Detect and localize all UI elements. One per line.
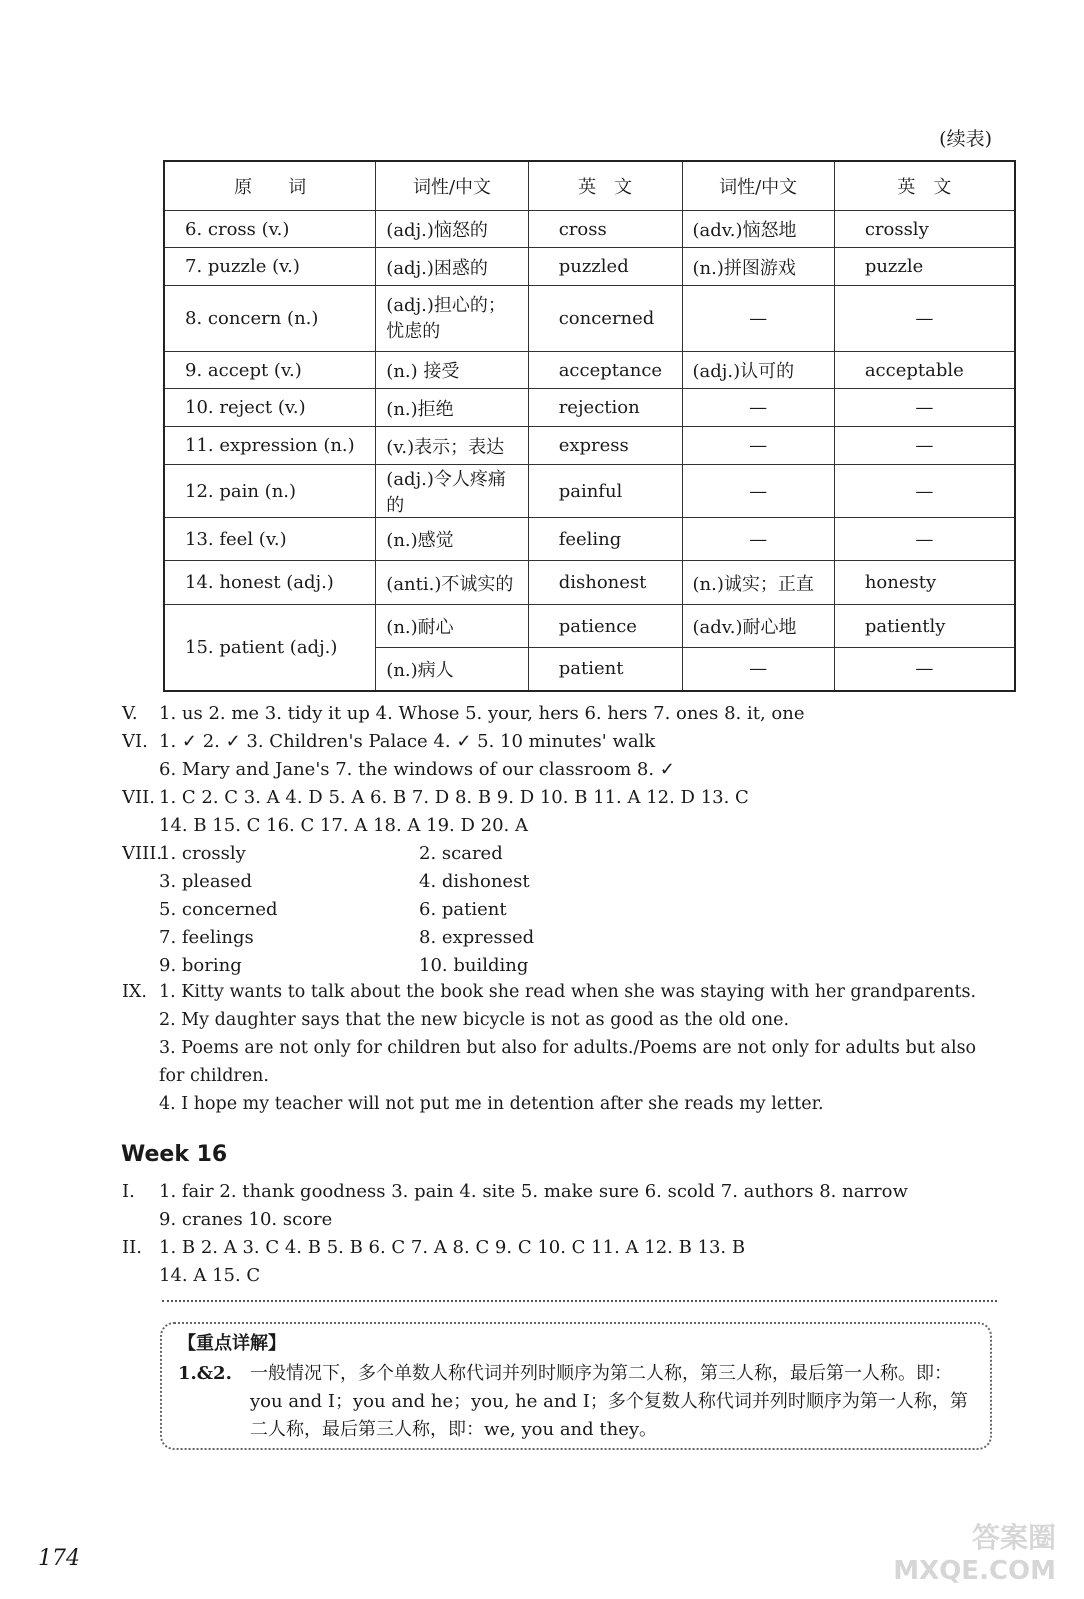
cell-english-1: puzzled xyxy=(528,248,682,286)
cell-english-2: honesty xyxy=(834,561,1015,605)
cell-pos-2: (n.)拼图游戏 xyxy=(682,248,834,286)
answer-item: 4. dishonest xyxy=(419,871,530,892)
cell-pos-1: (n.)感觉 xyxy=(376,518,528,561)
cell-english-2: patiently xyxy=(834,605,1015,648)
cell-pos-1: (n.)病人 xyxy=(376,648,528,691)
cell-original: 15. patient (adj.) xyxy=(164,605,376,691)
section-label: VIII. xyxy=(122,843,163,864)
cell-english-2: — xyxy=(834,389,1015,427)
section-label: II. xyxy=(122,1237,142,1258)
answer-item: 8. expressed xyxy=(419,927,535,948)
cell-pos-2: (n.)诚实；正直 xyxy=(682,561,834,605)
dotted-divider xyxy=(162,1300,997,1302)
cell-english-1: patience xyxy=(528,605,682,648)
cell-pos-1: (adj.)恼怒的 xyxy=(376,211,528,248)
cell-english-2: — xyxy=(834,427,1015,465)
cell-original: 10. reject (v.) xyxy=(164,389,376,427)
cell-english-1: feeling xyxy=(528,518,682,561)
answer-line: 1. ✓ 2. ✓ 3. Children's Palace 4. ✓ 5. 10 minutes' walk xyxy=(159,731,656,752)
answer-item: 2. scared xyxy=(419,843,503,864)
table-row xyxy=(164,286,1015,352)
cell-english-1: express xyxy=(528,427,682,465)
table-row xyxy=(164,427,1015,465)
section-label: VI. xyxy=(122,731,148,752)
table-row xyxy=(164,389,1015,427)
continued-label: (续表) xyxy=(939,128,992,150)
answer-line: 14. A 15. C xyxy=(159,1265,261,1286)
table-row xyxy=(164,518,1015,561)
answer-item: 7. feelings xyxy=(159,927,254,948)
answer-line: 1. Kitty wants to talk about the book she read when she was staying with her grandparents. xyxy=(159,982,977,1002)
cell-original: 6. cross (v.) xyxy=(164,211,376,248)
cell-pos-2: (adj.)认可的 xyxy=(682,352,834,389)
cell-original: 8. concern (n.) xyxy=(164,286,376,352)
cell-pos-1: (v.)表示；表达 xyxy=(376,427,528,465)
answer-item: 9. boring xyxy=(159,955,242,976)
cell-english-2: crossly xyxy=(834,211,1015,248)
cell-pos-1: (n.) 接受 xyxy=(376,352,528,389)
cell-english-2: — xyxy=(834,286,1015,352)
answer-line: 6. Mary and Jane's 7. the windows of our classroom 8. ✓ xyxy=(159,759,675,780)
answer-line: 9. cranes 10. score xyxy=(159,1209,333,1230)
cell-original: 11. expression (n.) xyxy=(164,427,376,465)
answer-line: 1. B 2. A 3. C 4. B 5. B 6. C 7. A 8. C 9. C 10. C 11. A 12. B 13. B xyxy=(159,1237,746,1258)
cell-english-2: — xyxy=(834,518,1015,561)
cell-pos-1: (n.)耐心 xyxy=(376,605,528,648)
cell-english-1: cross xyxy=(528,211,682,248)
cell-pos-1: (adj.)令人疼痛的 xyxy=(376,465,528,518)
svg-text:MXQE.COM: MXQE.COM xyxy=(893,1556,1056,1586)
table-header-row xyxy=(164,161,1015,211)
answer-item: 1. crossly xyxy=(159,843,246,864)
cell-pos-2: — xyxy=(682,389,834,427)
cell-original: 12. pain (n.) xyxy=(164,465,376,518)
answer-line: 1. C 2. C 3. A 4. D 5. A 6. B 7. D 8. B 9. D 10. B 11. A 12. D 13. C xyxy=(159,787,749,808)
vocab-table xyxy=(163,160,1016,692)
cell-pos-1: (adj.)困惑的 xyxy=(376,248,528,286)
table-row xyxy=(164,561,1015,605)
answer-line: 14. B 15. C 16. C 17. A 18. A 19. D 20. A xyxy=(159,815,528,836)
cell-english-1: painful xyxy=(528,465,682,518)
table-row xyxy=(164,248,1015,286)
cell-pos-2: (adv.)恼怒地 xyxy=(682,211,834,248)
key-points-number: 1.&2. xyxy=(178,1363,232,1384)
answer-line: 2. My daughter says that the new bicycle is not as good as the old one. xyxy=(159,1010,790,1030)
answer-line: 1. fair 2. thank goodness 3. pain 4. site 5. make sure 6. scold 7. authors 8. narrow xyxy=(159,1181,908,1202)
cell-english-1: acceptance xyxy=(528,352,682,389)
table-row xyxy=(164,465,1015,518)
answer-item: 3. pleased xyxy=(159,871,252,892)
answer-item: 6. patient xyxy=(419,899,507,920)
svg-text:答案圈: 答案圈 xyxy=(971,1521,1056,1554)
week-title: Week 16 xyxy=(121,1142,228,1167)
table-row xyxy=(164,352,1015,389)
cell-original: 13. feel (v.) xyxy=(164,518,376,561)
table-row xyxy=(164,211,1015,248)
cell-pos-2: (adv.)耐心地 xyxy=(682,605,834,648)
cell-english-1: dishonest xyxy=(528,561,682,605)
answer-line: 4. I hope my teacher will not put me in detention after she reads my letter. xyxy=(159,1094,824,1114)
cell-original: 7. puzzle (v.) xyxy=(164,248,376,286)
cell-pos-1: (n.)拒绝 xyxy=(376,389,528,427)
cell-pos-1: (anti.)不诚实的 xyxy=(376,561,528,605)
answer-item: 5. concerned xyxy=(159,899,278,920)
cell-english-2: acceptable xyxy=(834,352,1015,389)
key-points-box xyxy=(160,1322,992,1450)
header-pos-2: 词性/中文 xyxy=(682,161,834,211)
header-pos-1: 词性/中文 xyxy=(376,161,528,211)
cell-english-2: puzzle xyxy=(834,248,1015,286)
header-english-1: 英 文 xyxy=(528,161,682,211)
cell-english-2: — xyxy=(834,648,1015,691)
cell-pos-2: — xyxy=(682,465,834,518)
answer-line: 3. Poems are not only for children but also for adults./Poems are not only for adults but also xyxy=(159,1038,977,1058)
cell-original: 9. accept (v.) xyxy=(164,352,376,389)
answer-item: 10. building xyxy=(419,955,529,976)
cell-pos-2: — xyxy=(682,286,834,352)
key-points-text: 一般情况下，多个单数人称代词并列时顺序为第二人称，第三人称，最后第一人称。即：you and I；you and he；you, he and I；多个复数人称代词并列时顺序为第一人称，第二人称，最后第三人称，即：we, you and they。 xyxy=(250,1363,968,1440)
section-label: IX. xyxy=(122,982,147,1002)
watermark-logo xyxy=(806,1517,1066,1587)
cell-english-1: patient xyxy=(528,648,682,691)
section-label: V. xyxy=(122,703,138,724)
header-original: 原 词 xyxy=(164,161,376,211)
cell-english-2: — xyxy=(834,465,1015,518)
cell-pos-2: — xyxy=(682,427,834,465)
cell-pos-1: (adj.)担心的；忧虑的 xyxy=(376,286,528,352)
answer-line: for children. xyxy=(159,1066,269,1086)
section-label: I. xyxy=(122,1181,135,1202)
header-english-2: 英 文 xyxy=(834,161,1015,211)
answer-line: 1. us 2. me 3. tidy it up 4. Whose 5. your, hers 6. hers 7. ones 8. it, one xyxy=(159,703,805,724)
cell-original: 14. honest (adj.) xyxy=(164,561,376,605)
cell-english-1: concerned xyxy=(528,286,682,352)
cell-english-1: rejection xyxy=(528,389,682,427)
cell-pos-2: — xyxy=(682,648,834,691)
section-label: VII. xyxy=(122,787,155,808)
cell-pos-2: — xyxy=(682,518,834,561)
table-row xyxy=(164,605,1015,648)
key-points-title: 【重点详解】 xyxy=(178,1333,286,1354)
page-number: 174 xyxy=(38,1546,80,1571)
